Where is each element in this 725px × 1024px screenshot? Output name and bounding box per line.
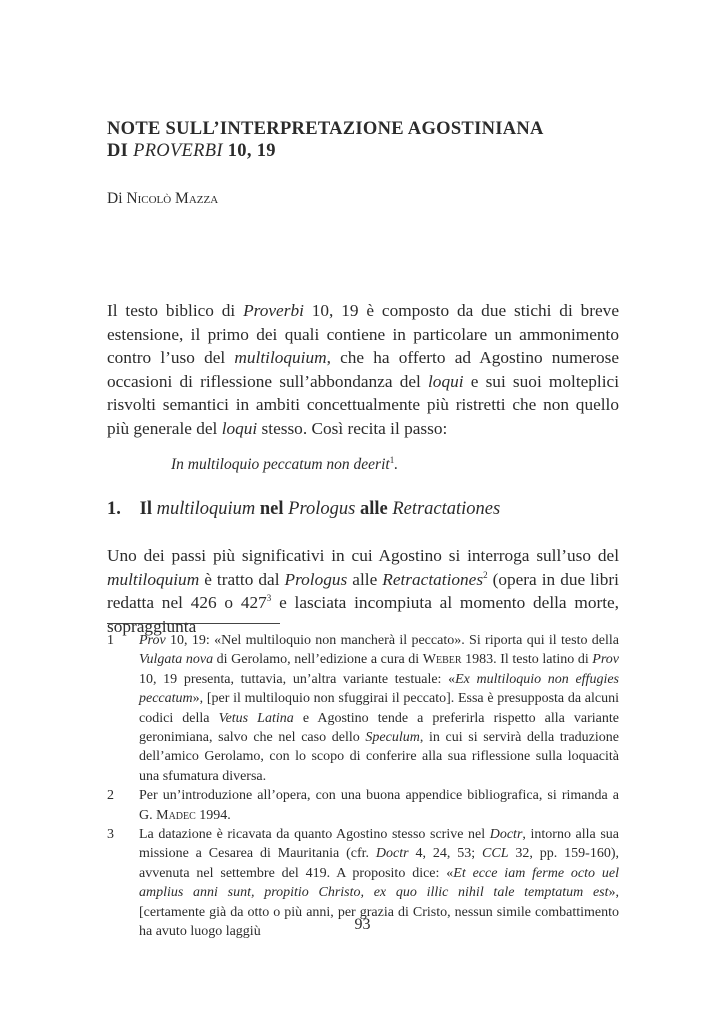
italic-run: Prov: [592, 652, 619, 668]
heading-italic: Retractationes: [392, 499, 501, 519]
footnote: [107, 631, 619, 786]
title-line-2-suffix: 10, 19: [222, 141, 276, 161]
italic-run: CCL: [482, 846, 509, 862]
footnote-number: 1: [107, 633, 114, 648]
page-number: 93: [354, 916, 371, 933]
footnote-text: [139, 786, 619, 825]
title-line-1: NOTE SULL’INTERPRETAZIONE AGOSTINIANA: [107, 119, 544, 139]
italic-run: Retractationes: [382, 569, 484, 589]
italic-run: multiloquium: [107, 569, 200, 589]
italic-run: Vetus Latina: [218, 710, 294, 726]
text-run: e sui suoi molteplici risvolti semantici in ambiti concettualmente più ristretti che non quello più generale del: [107, 371, 619, 438]
block-quote: [171, 456, 398, 474]
heading-word: alle: [359, 499, 388, 519]
text-run: Uno dei passi più significativi in cui Agostino si interroga sull’uso del: [107, 546, 619, 565]
author-ref: Madec: [156, 807, 196, 823]
heading-italic: multiloquium: [156, 499, 256, 519]
footnote-divider: [107, 623, 280, 624]
text-run: e lasciata incompiuta al momento della morte, sopraggiunta: [107, 593, 620, 636]
text-run: , in cui si servirà della traduzione dell’amico Gerolamo, con lo scopo di conferire alla sua riflessione sulla loquacità una sfumatura diversa.: [139, 730, 619, 784]
title-line-2-italic: PROVERBI: [133, 141, 223, 161]
footnote-number: 2: [107, 788, 114, 804]
title-line-2-prefix: DI: [107, 141, 134, 161]
footnote-number: 3: [107, 827, 114, 843]
author-name: Nicolò Mazza: [126, 190, 219, 207]
text-run: La datazione è ricavata da quanto Agostino stesso scrive nel: [139, 827, 490, 843]
footnote-ref[interactable]: 3: [266, 593, 272, 604]
text-run: , intorno alla sua missione a Cesarea di Mauritania (cfr.: [139, 827, 620, 862]
italic-run: multiloquium: [234, 348, 327, 367]
text-run: 10, 19: «Nel multiloquio non mancherà il peccato». Si riporta qui il testo della: [165, 633, 619, 648]
italic-run: Doctr: [375, 846, 409, 862]
quote-end: .: [394, 456, 399, 473]
text-run: è tratto dal: [199, 569, 285, 589]
section-number: 1.: [107, 499, 121, 519]
text-run: 10, 19 è composto da due stichi di breve estensione, il primo dei quali contiene in particolare un ammonimento contro l’uso del: [107, 301, 619, 367]
text-run: 1994.: [195, 807, 231, 823]
footnote-ref[interactable]: 1: [389, 454, 395, 465]
italic-run: Prov: [139, 633, 166, 648]
text-run: », [per il multiloquio non sfuggirai il peccato]. Essa è presupposta da alcuni codici della: [139, 691, 619, 726]
italic-run: Doctr: [489, 827, 523, 843]
text-run: 4, 24, 53;: [408, 846, 483, 862]
author-prefix: Di: [107, 190, 127, 207]
text-run: alle: [347, 569, 383, 589]
text-run: 1983. Il testo latino di: [461, 652, 593, 668]
text-run: Il testo biblico di: [107, 301, 244, 320]
text-run: di Gerolamo, nell’edizione a cura di: [213, 652, 423, 668]
footnote: [107, 786, 619, 825]
text-run: 10, 19 presenta, tuttavia, un’altra variante testuale: «: [139, 671, 456, 687]
footnotes: [107, 631, 619, 942]
italic-run: loqui: [221, 418, 258, 438]
text-run: », [certamente già da otto o più anni, per grazia di Cristo, nessun simile combattimento ha avuto luogo laggiù: [139, 885, 619, 940]
text-run: Per un’introduzione all’opera, con una buona appendice bibliografica, si rimanda a G.: [139, 788, 619, 823]
italic-run: Proverbi: [243, 301, 304, 320]
heading-word: nel: [259, 499, 284, 519]
author-ref: Weber: [422, 652, 462, 668]
footnote-text: [139, 631, 619, 786]
italic-run: Prologus: [284, 569, 348, 589]
italic-run: Et ecce iam ferme octo uel amplius anni sunt, propitio Christo, ex quo illic nihil tale temptatum est: [139, 865, 619, 901]
text-run: , che ha offerto ad Agostino numerose occasioni di riflessione sull’abbondanza del: [107, 348, 619, 391]
text-run: e Agostino tende a preferirla rispetto alla variante geronimiana, salvo che nel caso dello: [139, 710, 619, 746]
italic-run: Vulgata nova: [139, 652, 214, 668]
quote-text: In multiloquio peccatum non deerit: [171, 456, 390, 473]
heading-italic: Prologus: [288, 499, 356, 519]
author-byline: [107, 190, 218, 208]
text-run: (opera in due libri redatta nel 426 o 427: [107, 569, 619, 612]
footnote-ref[interactable]: 2: [483, 569, 488, 580]
italic-run: Speculum: [365, 730, 420, 746]
italic-run: loqui: [428, 371, 464, 391]
text-run: stesso. Così recita il passo:: [257, 418, 448, 438]
article-title: [107, 118, 627, 162]
italic-run: Ex multiloquio non effugies peccatum: [139, 671, 619, 707]
section-heading: [107, 499, 500, 520]
heading-word: Il: [139, 499, 152, 519]
intro-paragraph: [107, 299, 619, 440]
text-run: 32, pp. 159-160), avvenuta nel settembre del 419. A proposito dice: «: [139, 846, 619, 881]
